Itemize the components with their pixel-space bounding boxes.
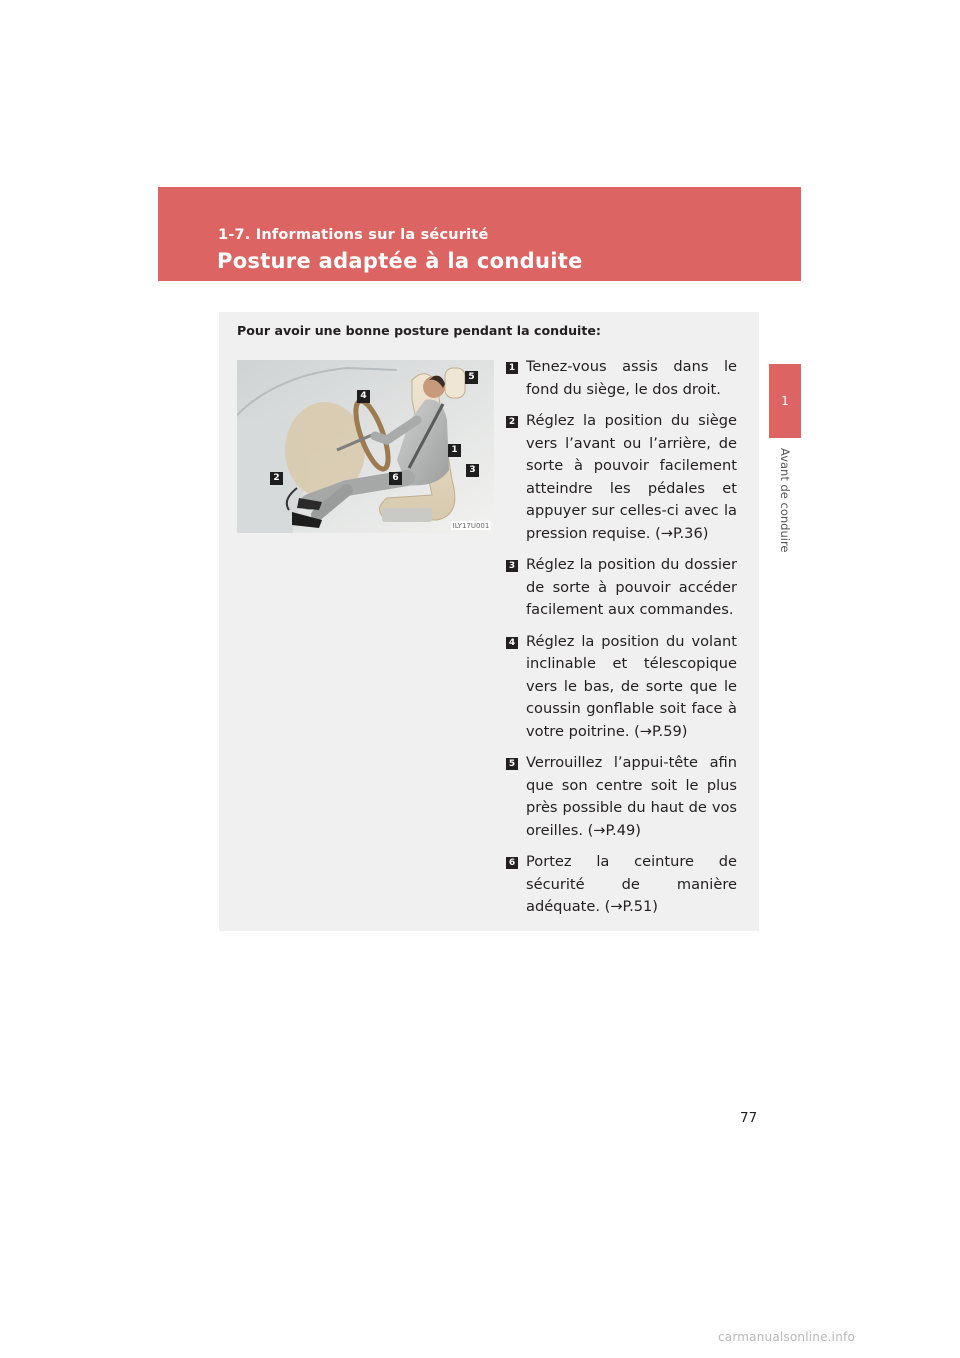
callout-1: 1 xyxy=(448,444,461,457)
callout-6: 6 xyxy=(389,472,402,485)
illustration-code: ILY17U001 xyxy=(452,522,490,530)
posture-list xyxy=(506,356,737,928)
chapter-name: Avant de conduire xyxy=(778,448,792,553)
list-item xyxy=(506,851,737,919)
list-item xyxy=(506,752,737,842)
headrest xyxy=(445,368,465,398)
footer-watermark[interactable]: carmanualsonline.info xyxy=(718,1330,855,1344)
item-text: Portez la ceinture de sécurité de manière adéquate. (→P.51) xyxy=(526,853,737,915)
intro-text: Pour avoir une bonne posture pendant la conduite: xyxy=(237,323,601,338)
item-number-marker: 5 xyxy=(506,758,518,770)
content-box xyxy=(219,312,759,931)
list-item xyxy=(506,410,737,545)
page-header xyxy=(158,187,801,281)
item-number-marker: 3 xyxy=(506,560,518,572)
item-text: Réglez la position du volant inclinable et télescopique vers le bas, de sorte que le coussin gonflable soit face à votre poitrine. (→P.59) xyxy=(526,632,737,740)
page-number: 77 xyxy=(740,1110,758,1126)
driving-posture-illustration xyxy=(237,360,494,533)
item-number-marker: 2 xyxy=(506,416,518,428)
section-label: 1-7. Informations sur la sécurité xyxy=(218,227,489,243)
item-text: Tenez-vous assis dans le fond du siège, le dos droit. xyxy=(526,358,737,398)
list-item xyxy=(506,554,737,622)
callout-2: 2 xyxy=(270,472,283,485)
item-text: Verrouillez l’appui-tête afin que son centre soit le plus près possible du haut de vos oreilles. (→P.49) xyxy=(526,754,737,839)
callout-3: 3 xyxy=(466,464,479,477)
item-number-marker: 1 xyxy=(506,362,518,374)
item-text: Réglez la position du siège vers l’avant ou l’arrière, de sorte à pouvoir facilement atteindre les pédales et appuyer sur celles-ci avec la pression requise. (→P.36) xyxy=(526,412,737,542)
callout-5: 5 xyxy=(465,371,478,384)
chapter-tab: 1 xyxy=(769,364,801,438)
seat-base xyxy=(382,508,432,522)
page-title: Posture adaptée à la conduite xyxy=(217,249,583,273)
item-text: Réglez la position du dossier de sorte à pouvoir accéder facilement aux commandes. xyxy=(526,556,737,618)
list-item xyxy=(506,356,737,401)
item-number-marker: 4 xyxy=(506,637,518,649)
callout-4: 4 xyxy=(357,390,370,403)
item-number-marker: 6 xyxy=(506,857,518,869)
list-item xyxy=(506,631,737,744)
